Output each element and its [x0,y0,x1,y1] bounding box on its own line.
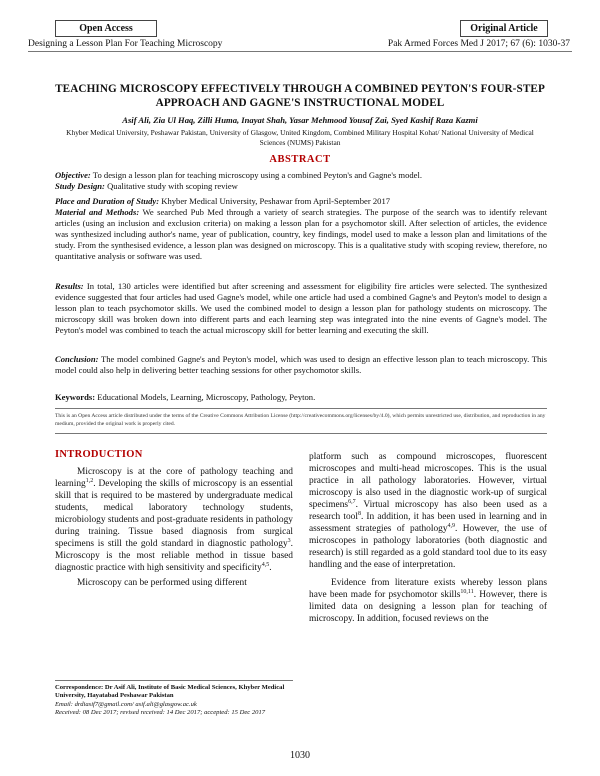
abstract-methods [55,207,547,262]
abstract-place [55,196,547,207]
objective-text: To design a lesson plan for teaching microscopy using a combined Peyton's and Gagne's model. [92,170,423,180]
header-divider [28,51,572,52]
page-number: 1030 [290,750,310,761]
keywords-label: Keywords: [55,392,96,402]
license-divider-top [55,408,547,409]
affiliations: Khyber Medical University, Peshawar Pakistan, University of Glasgow, United Kingdom, Combined Military Hospital Kohat/ National University of Medical Sciences (NUMS) Pakistan [66,128,534,147]
keywords [55,392,547,402]
methods-label: Material and Methods: [55,207,140,217]
intro-paragraph-4: Evidence from literature exists whereby lesson plans have been made for psychomotor skills$^{10,11}$. However, there is limited data on designing a lesson plan for teaching of microscopy. In addition, focused reviews on the [309,578,547,624]
conclusion-text: The model combined Gagne's and Peyton's model, which was used to design an effective lesson plan to teach microscopy. This model could also help in delivering better teaching sessions for other psychomotor skills. [55,354,547,375]
introduction-heading: INTRODUCTION [55,449,143,460]
place-text: Khyber Medical University, Peshawar from April-September 2017 [161,196,391,206]
design-label: Study Design: [55,181,105,191]
intro-paragraph-2: Microscopy can be performed using different [77,578,247,588]
methods-text: We searched Pub Med through a variety of search strategies. The purpose of the search was to identify relevant articles (using an inclusion and exclusion criteria) on making a lesson plan for a psychomotor skill. After selection of articles, the evidence was synthesized including author's name, year of publication, country, key findings, model used to make a lesson plan and limitations of the study. From the synthesised evidence, a lesson plan was designed on microscopy. This is a qualitative study with scoping review, therefore, no quantitative analysis or software was used. [55,207,547,261]
article-type-badge: Original Article [460,20,548,37]
conclusion-label: Conclusion: [55,354,99,364]
abstract-objective [55,170,547,181]
intro-paragraph-3: platform such as compound microscopes, fluorescent microscopes and multi-head microscopes. This is the usual practice in all pathology laboratories. However, virtual microscopy is also used in the diagnostic work-up of surgical specimens$^{6,7}$. Virtual microscopy has also been used as a research tool$^8$. In addition, it has been used in learning and in assessment strategies of pathology$^{4,9}$. However, the use of microscopes in pathology laboratories (both diagnostic and research) is still regarded as a gold standard tool due to its easy handling and the ease of interpretation. [309,452,547,570]
correspondence-block [55,684,295,718]
correspondence-divider [55,680,293,681]
open-access-badge: Open Access [55,20,157,37]
article-title: TEACHING MICROSCOPY EFFECTIVELY THROUGH A COMBINED PEYTON'S FOUR-STEP APPROACH AND GAGNE'S INSTRUCTIONAL MODEL [55,83,545,109]
correspondence-email: Email: drdiasif7@gmail.com/ asif.ali@glasgow.ac.uk [55,700,197,708]
correspondence-author: Correspondence: Dr Asif Ali, Institute of Basic Medical Sciences, Khyber Medical University, Hayatabad Peshawar Pakistan [55,684,285,700]
abstract-results [55,281,547,336]
left-column [55,466,293,589]
right-column [309,451,547,625]
running-title: Designing a Lesson Plan For Teaching Microscopy [28,39,223,49]
abstract-heading: ABSTRACT [269,154,331,165]
author-list: Asif Ali, Zia Ul Haq, Zilli Huma, Inayat Shah, Yasar Mehmood Yousaf Zai, Syed Kashif Raza Kazmi [122,115,478,125]
design-text: Qualitative study with scoping review [107,181,238,191]
license-notice: This is an Open Access article distributed under the terms of the Creative Commons Attribution License (http://creativecommons.org/licenses/by/4.0), which permits unrestricted use, distribution, and reproduction in any medium, provided the original work is properly cited. [55,413,546,427]
place-label: Place and Duration of Study: [55,196,160,206]
objective-label: Objective: [55,170,91,180]
keywords-text: Educational Models, Learning, Microscopy, Pathology, Peyton. [97,392,316,402]
correspondence-dates: Received: 08 Dec 2017; revised received: 14 Dec 2017; accepted: 15 Dec 2017 [55,709,266,717]
results-label: Results: [55,281,84,291]
journal-reference: Pak Armed Forces Med J 2017; 67 (6): 1030-37 [387,39,570,49]
license-divider-bottom [55,433,547,434]
results-text: In total, 130 articles were identified but after screening and assessment for eligibility fire articles were selected. The synthesized evidence suggested that four articles had used Gagne's model, while one article had used a combined Gagne's and Peyton's model to design a lesson plan to teach psychomotor skills. We used the combined model to design a lesson plan for pathology students on microscopy. The microscopy skill was broken down into different parts and each learning step was integrated into the nine events of Gagne's model. The Peyton's model was combined to teach the actual microscopy skill for better learning and executing the skill. [55,281,548,335]
abstract-conclusion [55,354,547,376]
abstract-design [55,181,547,192]
intro-paragraph-1: Microscopy is at the core of pathology teaching and learning$^{1,2}$. Developing the skills of microscopy is an essential skill that is required to be mastered by undergraduate medical students, medical laboratory technology students, microbiology students and post-graduate residents in pathology during training. Tissue based diagnosis from surgical specimens is still the gold standard in diagnostic pathology$^3$. Microscopy is the most reliable method in tissue based diagnostic practice with high sensitivity and specificity$^{4,5}$. [55,467,293,573]
